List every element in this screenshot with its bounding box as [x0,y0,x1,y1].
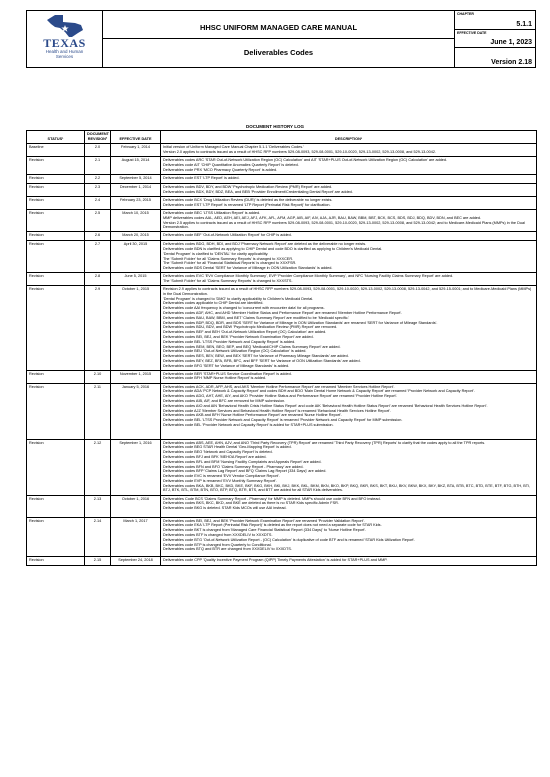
effective-date-cell: April 30, 2015 [111,241,161,273]
header-title-column [103,11,455,67]
description-line: Deliverables codes applicable to CHIP Dental are identified. [163,301,264,306]
revision-cell: 2.0 [85,144,111,157]
hhs-logo [27,11,103,67]
description-line: Deliverables code BEL 'Provider Network and Capacity Report' is added for STAR+PLUS submission. [163,422,334,427]
table-row [27,383,537,439]
description-line: Deliverables codes ACK, ADR, AFP, AHS, and AKS 'Member Hotline Performance Report' are renamed 'Member Services Hotline Report'. [163,384,395,389]
description-line: Deliverables code BEG STAR Health Dental 'Geo-Mapping Report' is added. [163,445,292,450]
table-row [27,144,537,157]
description-line: Deliverables code BEL 'LTSS Provider Network and Capacity Report' is renamed 'Provider Network and Capacity Report' for MMP submission. [163,418,403,423]
description-line: Deliverables codes ADF, AHC, and AHD 'Member Hotline Status and Performance Report' are renamed 'Member Hotline Performance Report'. [163,310,403,315]
table-row [27,285,537,370]
status-cell: Revision [27,232,85,241]
revision-cell: 2.8 [85,272,111,285]
description-line: Deliverables codes ARC 'STAR Out-of-Network Utilization Region (OC) Calculation' and AIT 'STAR+PLUS Out-of-Network Utilization Region (OC) Calculation' are added. [163,158,448,162]
description-line: Deliverables codes BDV, BDY, and BDW 'Psychotropic Medication Review (PMR) Report' are added. [163,185,333,189]
effective-date-cell: October 1, 2015 [111,285,161,370]
revision-cell: 2.10 [85,370,111,383]
effective-date-cell: February 1, 2014 [111,144,161,157]
description-line: Deliverables codes AIB, AIF, and BFC are removed for MMP submission. [163,398,286,403]
description-line: Deliverables codes BDX, BDY, BDZ, BEA, and BEB 'Provider Enrollment/Credentialing Dental Report' are added. [163,189,353,194]
table-row [27,370,537,383]
description-line: Deliverables codes BFL and BFM 'Nursing Facility Complaints and Appeals Report' are added. [163,459,322,464]
effective-date-cell: February 23, 2015 [111,197,161,210]
description-line: Deliverables codes BDP, BDQ, BDR, and BDS 'SERT for Variance of Mileage in OON Utilization Standards' are renamed 'SERT for Variance of Mileage Standards'. [163,320,438,325]
effective-date-cell: September 1, 2016 [111,439,161,495]
description-line: Deliverables code AAI frequency is changed to 'concurrent with encounter data' for all programs. [163,306,325,311]
description-cell [161,272,537,285]
column-header-status: STATUS¹ [27,131,85,144]
description-cell [161,232,537,241]
status-cell: Revision [27,184,85,197]
description-line: Deliverables codes BFJ and BFK 'MEHOA Report' are added. [163,454,267,459]
description-line: Deliverables codes BDG, BDH, BDI, and BDJ 'Pharmacy Network Report' are deleted as the deliverable no longer exists. [163,242,367,247]
table-row [27,232,537,241]
table-row [27,184,537,197]
description-line: Deliverables codes BTQ and BTR are changed from XXXDELIV to XXXDTS. [163,547,292,552]
description-line: Deliverables codes BFN and BFO 'Claims Summary Report - Pharmacy' are added. [163,464,304,469]
description-line: Deliverables code BER 'STAR+PLUS Service Coordination Report' is added. [163,371,292,376]
revision-cell: 2.14 [85,517,111,556]
description-line: Deliverables code BKT is changed from 'Managed Care Financial Statistical Report (334 Days)' to 'Nurse Hotline Report'. [163,528,367,533]
description-line: Deliverables codes BEM, BEN, BEO, BEP, and BEQ 'Medicaid/CHIP Claims Summary Report' are added. [163,344,341,349]
description-line: Deliverables codes BEY, BEZ, BFA, BFB, BFC, and BFF 'SERT for Variance of OON Utilization Standards' are added. [163,358,361,363]
effective-date-cell: January 5, 2016 [111,383,161,439]
effective-date-cell: September 5, 2014 [111,175,161,184]
revision-cell: 2.3 [85,184,111,197]
effective-date-cell: March 1, 2017 [111,517,161,556]
effective-date-label: EFFECTIVE DATE [457,31,487,35]
description-line: Deliverables code EVP is renamed 'EVV Monthly Summary Report'. [163,478,277,483]
description-line: Deliverables codes BTF is changed from XXXDELIV to XXXDTS. [163,532,273,537]
status-cell: Baseline [27,144,85,157]
column-header-description: DESCRIPTION³ [161,131,537,144]
description-line: Deliverables code BEO 'Network and Capacity Report' is deleted. [163,450,273,455]
table-body [27,144,537,566]
revision-cell: 2.11 [85,383,111,439]
description-line: Deliverables code BEC 'LTSS Utilization Report' is added. [163,211,261,215]
table-row [27,197,537,210]
revision-cell: 2.5 [85,210,111,232]
description-line: Deliverables codes BES, BEV, BEW, and BEX 'SERT for Variance of Pharmacy Mileage Standards' are added. [163,354,349,359]
description-line: Deliverables codes BAU, BAW, BBM, and BET 'Claims Summary Report' are modified to be 'Medicaid specific.' [163,315,350,320]
description-line: 'Dental Program' is clarified to 'DENTAL' for clarity applicability. [163,251,269,256]
logo-subtitle-line2: Services [55,54,74,59]
column-header-revision: DOCUMENT REVISION² [85,131,111,144]
description-cell [161,285,537,370]
description-line: Deliverables code BFG 'SERT for Variance of Mileage Standards' is added. [163,363,290,368]
logo-subtitle-line1: Health and Human [45,49,84,54]
description-cell [161,241,537,273]
column-header-effective-date: EFFECTIVE DATE [111,131,161,144]
manual-title: HHSC UNIFORM MANAGED CARE MANUAL [103,11,454,39]
version-value: Version 2.18 [491,59,532,66]
description-line: Deliverables codes BFP 'Claims Lag Report' and BFQ 'Claims Lag Report (334 Days)' are added. [163,469,327,474]
revision-cell: 2.7 [85,241,111,273]
description-line: Initial version of Uniform Managed Care Manual Chapter 5.1.1 'Deliverables Codes.' [163,145,304,149]
description-line: Deliverables codes ABS, AEE, AHN, AJV, and ANO 'Third Party Recovery (TPR) Report' are renamed 'Third Party Recovery (TPR) Reports' to clarify that the codes apply to all the TPR reports. [163,440,486,445]
status-cell: Revision [27,383,85,439]
description-cell [161,175,537,184]
status-cell: Revision [27,495,85,517]
document-history-table [26,130,537,566]
table-row [27,272,537,285]
revision-cell: 2.12 [85,439,111,495]
effective-date-cell: October 1, 2016 [111,495,161,517]
chapter-cell [455,11,536,30]
status-cell: Revision [27,210,85,232]
header-meta-column [455,11,536,67]
version-cell [455,48,536,67]
status-cell: Revision [27,439,85,495]
description-line: Deliverables codes EVC 'EVV Compliance Monthly Summary', EVP 'Provider Compliance Monthly Summary', and NFC 'Nursing Facility Claims Summary Report' are added. [163,273,454,278]
description-cell [161,157,537,175]
table-row [27,495,537,517]
texas-map-icon [45,14,85,38]
description-cell [161,197,537,210]
revision-cell: 2.6 [85,232,111,241]
description-line: Deliverables code BEF 'Out-of-Network Utilization Report' for CHIP is added. [163,233,292,238]
description-line: Deliverables code BTP is changed from Quarterly to Conditional. [163,542,272,547]
revision-cell: 2.13 [85,495,111,517]
effective-date-cell: June 5, 2015 [111,272,161,285]
description-line: Deliverables codes BEI, BEJ, and BEK 'Provider Network Examination Report' are added. [163,334,314,339]
description-cell [161,495,537,517]
table-header-row [27,131,537,144]
description-line: Deliverables code AIT 'CHIP Quantitative Anomalies Quarterly Report' is deleted. [163,162,299,167]
chapter-label: CHAPTER [457,12,474,16]
effective-date-cell: December 1, 2014 [111,184,161,197]
table-row [27,175,537,184]
description-line: Deliverables code PRX 'MCO Pharmacy Quarterly Report' is added. [163,167,278,172]
description-cell [161,556,537,565]
status-cell: Revision [27,175,85,184]
revision-cell: 2.2 [85,175,111,184]
description-line: Deliverables codes AIO and AIN 'Behavioral Health Crisis Hotline Status Report' and code AIK 'Behavioral Health Hotline Status Report' are renamed 'Behavioral Health Services Hotline Report'. [163,403,488,408]
effective-date-value: June 1, 2023 [490,39,532,46]
section-title: Deliverables Codes [243,48,314,57]
status-cell: Revision [27,272,85,285]
description-line: The 'Submit Folder' for all 'Claims Summary Reports' is changed to XXXCER. [163,256,294,261]
status-cell: Revision [27,556,85,565]
description-line: Version 2.5 applies to contracts issued as a result of HHSC RFP numbers 529-08-0093, 529-08-0001, 529-10-0020, 529-13-0002, 529-13-0008, and 529-13-0042; and to Medicare-Medicaid Plans (MMPs) in the Dual Demonstration. [163,220,525,230]
description-cell [161,439,537,495]
chapter-value: 5.1.1 [516,21,532,28]
table-row [27,241,537,273]
table-row [27,157,537,175]
page-header [26,10,536,68]
effective-date-cell: March 20, 2015 [111,232,161,241]
description-line: Deliverables code BEL 'LTSS Provider Network and Capacity Report' is added. [163,339,296,344]
description-line: Deliverables code BEU 'Out-of-Network Utilization Region (OC) Calculation' is added. [163,349,307,354]
description-line: MMP deliverables codes AAL, AED, AEH, AEI, AEJ, AFJ, AFK, AFL, AFM, AGP, AIB, AIF, AIV, AJA, AJR, BAU, BAW, BBM, BBT, BCK, BCS, BDS, BDJ, BDQ, BDV, BDN, and BEC are added. [163,215,482,220]
effective-date-cell: August 15, 2014 [111,157,161,175]
description-cell [161,370,537,383]
description-line: Deliverables code EVC is renamed 'EVV Vendor Compliance Report'. [163,474,280,479]
description-line: 'Dental Program' is changed to 'DMO' to clarify applicability to Children's Medicaid Dental. [163,296,314,301]
status-cell: Revision [27,157,85,175]
status-cell: Revision [27,197,85,210]
description-line: Deliverables codes BDU, BDV, and BDW 'Psychotropic Medication Review (PMR) Report' are removed. [163,325,338,330]
description-cell [161,144,537,157]
description-line: Deliverables codes BEI, BEJ, and BEK 'Provider Network Examination Report' are renamed 'Provider Validation Report'. [163,518,365,523]
description-line: Deliverables code EKA 'LTP Report (Perinatal Risk Report)' is deleted as the report does not need a separate code for STAR Kids. [163,523,382,528]
description-line: Deliverables codes ADG, AHT, AHE, AIY, and AKO 'Provider Hotline Status and Performance Report' are renamed 'Provider Hotline Report'. [163,394,398,399]
revision-cell: 2.9 [85,285,111,370]
description-cell [161,517,537,556]
status-cell: Revision [27,241,85,273]
description-line: Deliverables codes BEF and BEH 'Out-of-Network Utilization Report (OC) Calculation' are added. [163,330,327,335]
description-line: Deliverables code EST 'LTP Report' is renamed 'LTP Report (Perinatal Risk Report)' for clarification. [163,202,331,207]
effective-date-cell: September 24, 2018 [111,556,161,565]
description-line: Deliverables codes BKA, BKB, BKC, BKD, BKE, BKF, BKG, BKH, BKI, BKJ, BKK, BKL, BKM, BKN, BKO, BKP, BKQ, BKR, BKS, BKT, BKU, BKV, BKW, BKX, BKY, BKZ, BTA, BTB, BTC, BTD, BTE, BTF, BTG, BTH, BTI, BTJ, BTK, BTL, BTM, BTN, BTO, BTP, BTQ, BTR, BTS, and BTT are added for all STAR Kids deliverables. [163,483,531,493]
effective-date-cell [455,30,536,48]
table-row [27,210,537,232]
description-cell [161,184,537,197]
description-line: Version 2.0 applies to contracts issued as a result of HHSC RFP numbers 529-08-0093, 529-08-0001, 529-10-0020, 529-13-0002, 529-13-0008, and 529-13-0042. [163,149,437,154]
description-line: Deliverables code BDN is clarified as applying to CHIP Dental and code BDO is clarified as applying to Children's Medicaid Dental. [163,246,383,251]
status-cell: Revision [27,370,85,383]
description-line: Deliverables code CPP 'Quality Incentive Payment Program (QIPP) Timely Payments Attestation' is added for STAR+PLUS and MMP. [163,557,388,562]
description-cell [161,210,537,232]
description-line: Deliverables code AJZ 'Member Services and Behavioral Health Hotline Report' is renamed 'Behavioral Health Services Hotline Report'. [163,408,391,413]
description-line: The 'Submit Folder' for all 'Claims Summary Reports' is changed to XXXSTS. [163,278,293,283]
description-line: Deliverables code BCX 'Drug Utilization Review (DUR)' is deleted as the deliverable no longer exists. [163,198,333,202]
description-line: Deliverables code BTG 'Out-of-Network Utilization Report - (OC) Calculation' is duplicative of code BTF and is renamed 'STAR Kids Utilization Report'. [163,537,416,542]
document-history-title: DOCUMENT HISTORY LOG [246,124,304,129]
description-line: Deliverables code EST 'LTP Report' is added. [163,176,240,180]
effective-date-cell: March 10, 2015 [111,210,161,232]
description-line: Deliverables code BKG is deleted. STAR Kids MCOs will use AAI instead. [163,506,287,511]
logo-wordmark: TEXAS [43,36,86,50]
table-row [27,517,537,556]
description-line: Revision 2.9 applies to contracts issued as a result of HHSC RFP numbers 529-08-0093, 529-08-0001, 529-10-0020, 529-13-0002, 529-13-0008, 529-13-0042, and 529-15-0001; and to Medicare-Medicaid Plans (MMPs) in the Dual Demonstration. [163,286,532,296]
description-line: Deliverables codes AKB and BFH 'Nurse Hotline Performance Report' are renamed 'Nurse Hotline Report'. [163,413,342,418]
status-cell: Revision [27,285,85,370]
description-cell [161,383,537,439]
effective-date-cell: November 1, 2015 [111,370,161,383]
revision-cell: 2.15 [85,556,111,565]
description-line: Deliverables code BFH 'MMP Nurse Hotline Report' is added. [163,376,267,381]
revision-cell: 2.1 [85,157,111,175]
status-cell: Revision [27,517,85,556]
table-row [27,439,537,495]
table-row [27,556,537,565]
description-line: Deliverables Code BCS 'Claims Summary Report - Pharmacy' for MMP is deleted. MMPs should use code BFN and BFO instead. [163,496,381,501]
revision-cell: 2.4 [85,197,111,210]
description-line: The 'Submit Folder' for all 'Financial Statistical Reports' is changed to XXXFSR. [163,261,297,266]
description-line: Deliverables codes BKS, BKC, BKD, and BKE are deleted as there is no STAR Kids specific Admin FSR. [163,501,339,506]
description-line: Deliverables code BDS Dental 'SERT for Variance of Mileage in OON Utilization Standards' is added. [163,266,333,271]
description-line: Deliverables code ADA 'PCP Network & Capacity Report' and codes BDH and BDO 'Main Dental Home Network & Capacity Report' are renamed 'Provider Network and Capacity Report'. [163,389,475,394]
